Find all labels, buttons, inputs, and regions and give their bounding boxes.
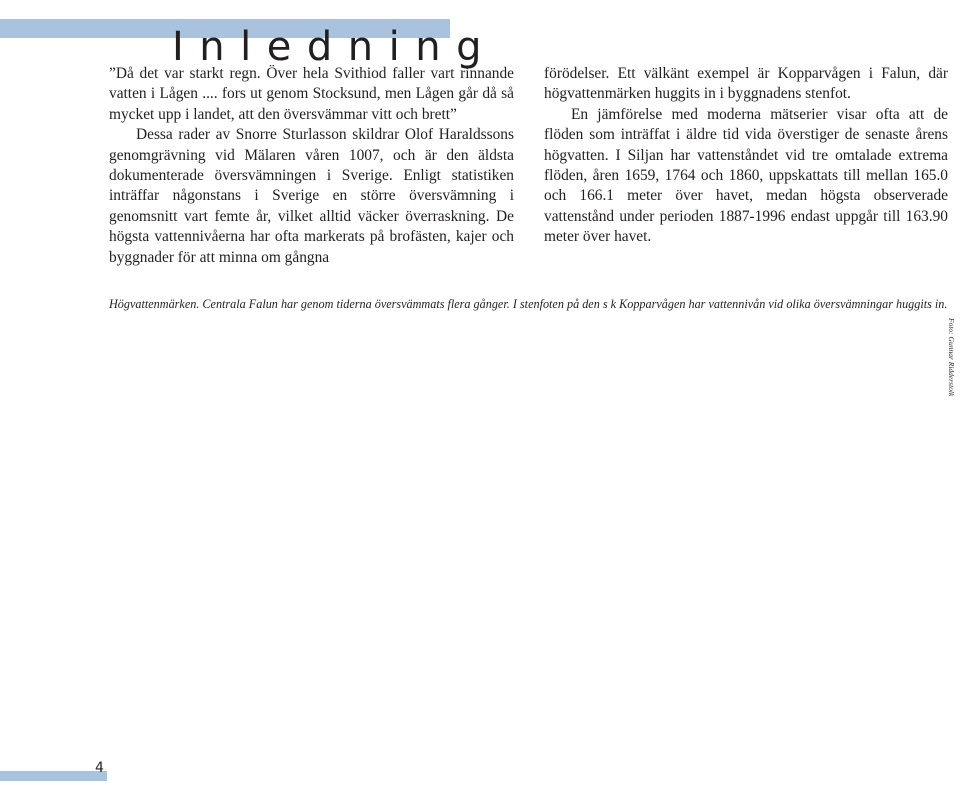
quote-paragraph: ”Då det var starkt regn. Över hela Svithiod faller vart rinnande vatten i Lågen .... fors ut genom Stocksund, men Lågen går då så mycket upp i landet, att den översvämmar vitt och brett” <box>109 65 514 123</box>
image-caption: Högvattenmärken. Centrala Falun har genom tiderna översvämmats flera gånger. I stenfoten på den s k Kopparvågen har vattennivån vid olika översvämningar huggits in. <box>109 297 948 311</box>
text-column-right <box>544 64 948 248</box>
page-title: Inledning <box>172 23 497 70</box>
body-paragraph: förödelser. Ett välkänt exempel är Kopparvågen i Falun, där högvattenmärken huggits in i byggnadens stenfot. <box>544 65 948 103</box>
body-paragraph: Dessa rader av Snorre Sturlasson skildrar Olof Haraldssons genomgrävning vid Mälaren våren 1007, och är den äldsta dokumenterade översvämningen i Sverige. Enligt statistiken inträffar någonstans i Sverige en större översvämning i genomsnitt vart femte år, vilket alltid väcker överraskning. De högsta vattennivåerna har ofta markerats på brofästen, kajer och byggnader för att minna om gångna <box>109 126 514 266</box>
page-number: 4 <box>95 760 104 776</box>
body-paragraph: En jämförelse med moderna mätserier visar ofta att de flöden som inträffat i äldre tid vida överstiger de senaste årens högvatten. I Siljan har vattenståndet vid tre omtalade extrema flöden, åren 1659, 1764 och 1860, uppskattats till mellan 165.0 och 166.1 meter över havet, medan högsta observerade vattenstånd under perioden 1887-1996 endast uppgår till 163.90 meter över havet. <box>544 105 948 246</box>
photo-credit <box>944 318 958 408</box>
photo-credit-text: Foto: Gunnar Ridderstolk <box>947 318 956 397</box>
page-number-accent-bar <box>0 771 107 781</box>
text-column-left <box>109 64 514 268</box>
